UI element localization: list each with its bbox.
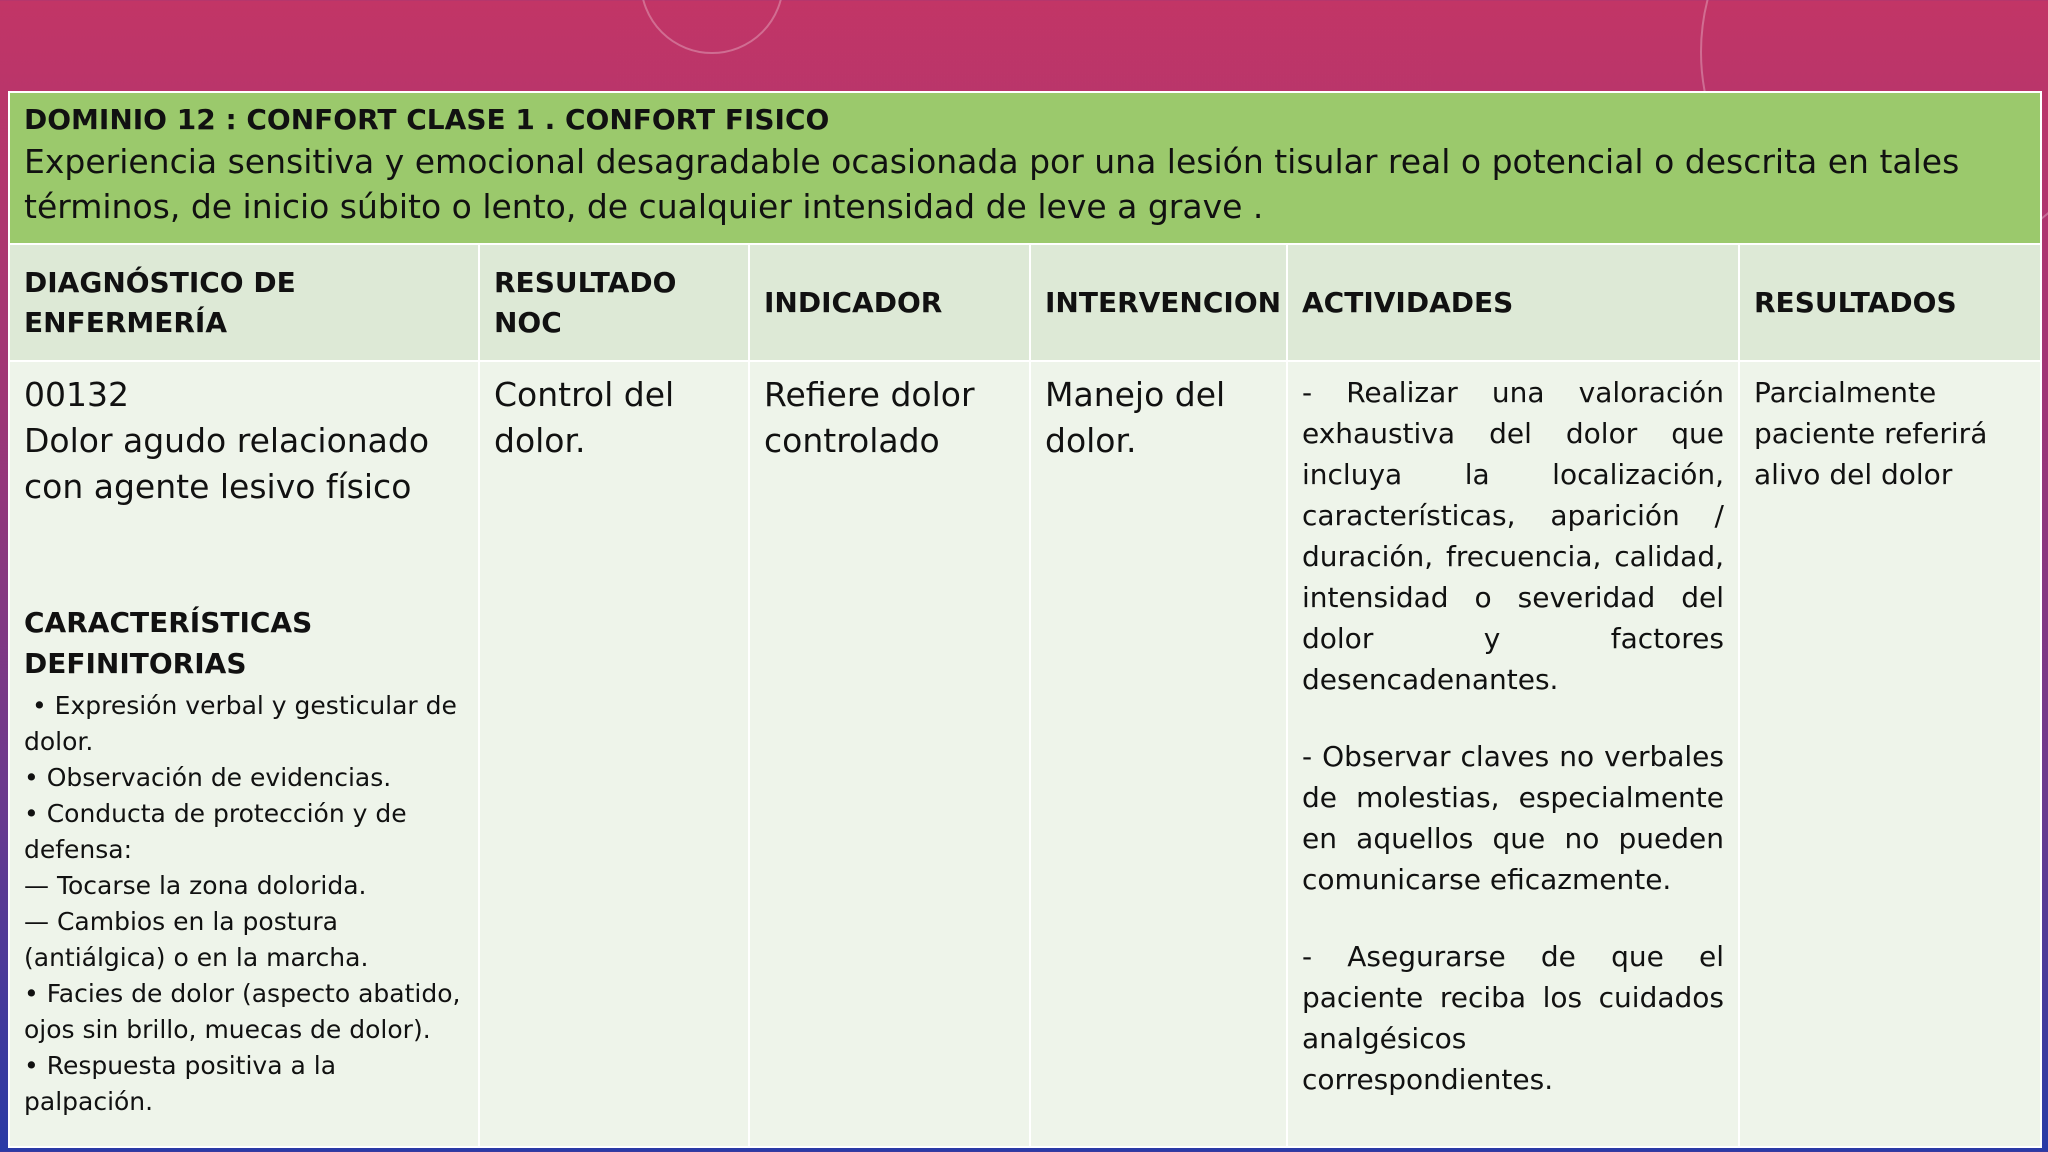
domain-description: Experiencia sensitiva y emocional desagradable ocasionada por una lesión tisular real o potencial o descrita en tales términos, de inicio súbito o lento, de cualquier intensidad de leve a grave . bbox=[24, 142, 1960, 226]
intervention-cell bbox=[1030, 361, 1287, 1147]
column-header-noc-result: RESULTADO NOC bbox=[479, 244, 749, 361]
column-header-activities: ACTIVIDADES bbox=[1287, 244, 1739, 361]
column-header-indicator: INDICADOR bbox=[749, 244, 1030, 361]
title-row bbox=[9, 92, 2041, 244]
indicator-cell bbox=[749, 361, 1030, 1147]
domain-title: DOMINIO 12 : CONFORT CLASE 1 . CONFORT FISICO bbox=[24, 103, 830, 136]
list-item: • Conducta de protección y de defensa: bbox=[24, 799, 407, 864]
results-text: Parcialmente paciente referirá alivo del dolor bbox=[1754, 376, 1988, 491]
activity-item: - Observar claves no verbales de molestias, especialmente en aquellos que no pueden comunicarse eficazmente. bbox=[1302, 740, 1724, 896]
table-row bbox=[9, 361, 2041, 1147]
diagnosis-cell bbox=[9, 361, 479, 1147]
column-header-results: RESULTADOS bbox=[1739, 244, 2041, 361]
care-plan-table bbox=[8, 91, 2042, 1148]
noc-result-cell bbox=[479, 361, 749, 1147]
list-item: — Cambios en la postura (antiálgica) o en la marcha. bbox=[24, 907, 369, 972]
column-header-intervention: INTERVENCION bbox=[1030, 244, 1287, 361]
activity-item: - Asegurarse de que el paciente reciba los cuidados analgésicos correspondientes. bbox=[1302, 940, 1724, 1096]
characteristics-heading: CARACTERÍSTICAS DEFINITORIAS bbox=[24, 606, 313, 680]
list-item: — Tocarse la zona dolorida. bbox=[24, 871, 367, 900]
diagnosis-code: 00132 bbox=[24, 375, 129, 414]
domain-title-cell bbox=[9, 92, 2041, 244]
characteristics-list bbox=[24, 688, 464, 1120]
intervention-text: Manejo del dolor. bbox=[1045, 375, 1226, 460]
background-ring-decoration bbox=[640, 0, 784, 54]
list-item: • Expresión verbal y gesticular de dolor. bbox=[24, 691, 465, 756]
results-cell bbox=[1739, 361, 2041, 1147]
list-item: • Facies de dolor (aspecto abatido, ojos sin brillo, muecas de dolor). bbox=[24, 979, 461, 1044]
activity-item: - Realizar una valoración exhaustiva del dolor que incluya la localización, características, aparición / duración, frecuencia, calidad, intensidad o severidad del dolor y factores desencadenantes. bbox=[1302, 376, 1724, 696]
activities-cell bbox=[1287, 361, 1739, 1147]
column-header-diagnosis: DIAGNÓSTICO DE ENFERMERÍA bbox=[9, 244, 479, 361]
list-item: • Respuesta positiva a la palpación. bbox=[24, 1051, 337, 1116]
list-item: • Observación de evidencias. bbox=[24, 763, 392, 792]
diagnosis-text: Dolor agudo relacionado con agente lesivo físico bbox=[24, 421, 430, 506]
column-header-row bbox=[9, 244, 2041, 361]
noc-result-text: Control del dolor. bbox=[494, 375, 675, 460]
indicator-text: Refiere dolor controlado bbox=[764, 375, 975, 460]
